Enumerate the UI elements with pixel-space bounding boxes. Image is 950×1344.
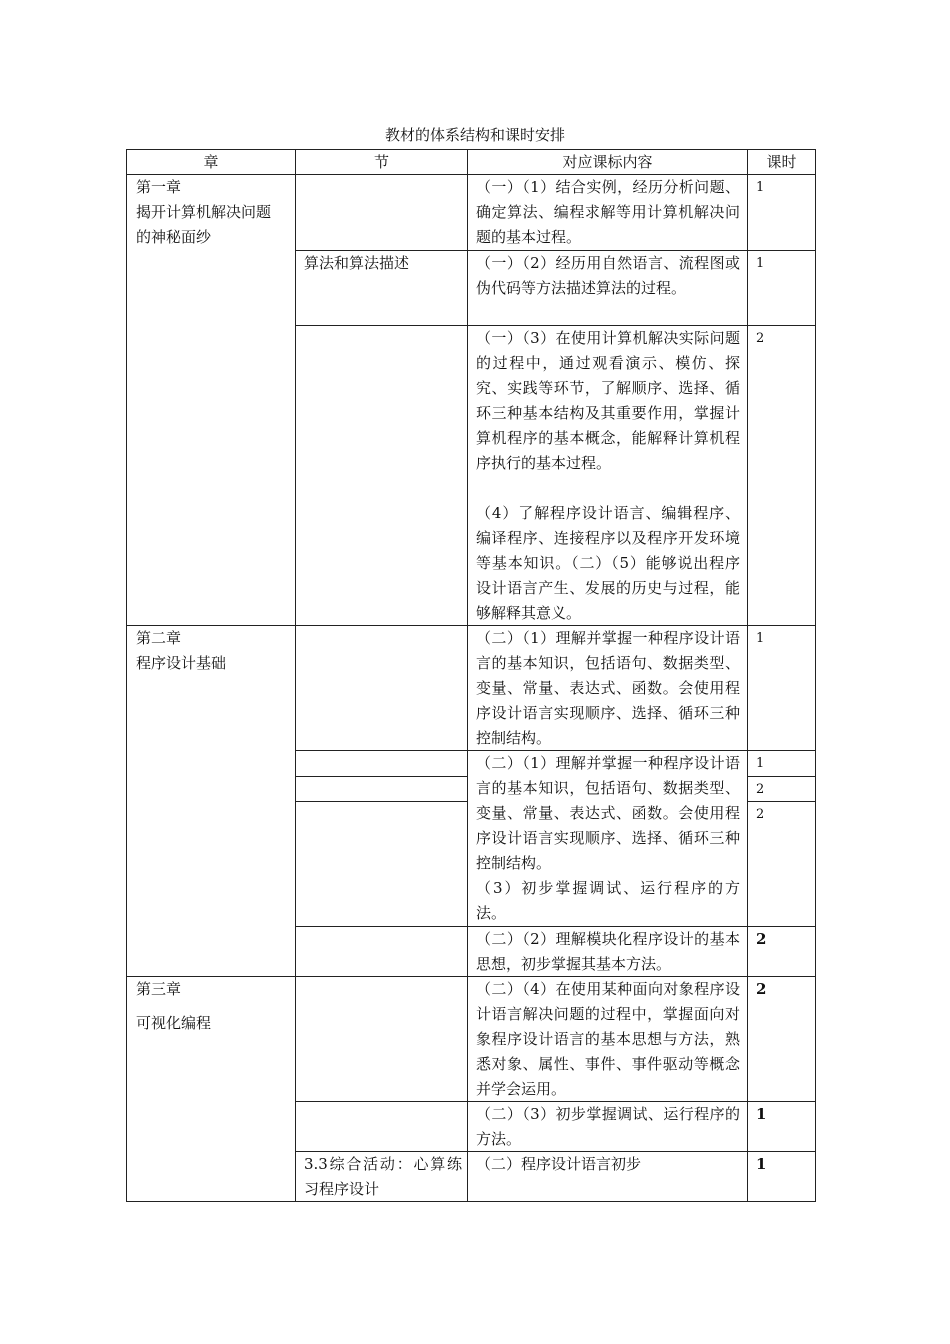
header-section: 节 <box>373 153 389 171</box>
section-algorithm: 算法和算法描述 <box>304 254 410 272</box>
content-row-3: （一）（3）在使用计算机解决实际问题的过程中，通过观看演示、模仿、探究、实践等环节，了解顺序、选择、循环三种基本结构及其重要作用，掌握计算机程序的基本概念，能解释计算机程序执行的基本过程。 <box>476 329 740 472</box>
chapter-2-label: 第二章 <box>136 629 182 647</box>
hours-row-5c: 2 <box>756 807 765 822</box>
content-row-2: （一）（2）经历用自然语言、流程图或伪代码等方法描述算法的过程。 <box>476 254 740 297</box>
chapter-3-label: 第三章 <box>136 980 182 998</box>
column-divider <box>747 149 748 1202</box>
hours-row-6: 2 <box>756 930 767 948</box>
hours-row-3: 2 <box>756 331 765 346</box>
hours-row-8: 1 <box>756 1105 767 1123</box>
hours-row-9: 1 <box>756 1155 767 1173</box>
hours-row-1: 1 <box>756 180 765 195</box>
chapter-2-title: 程序设计基础 <box>136 654 227 672</box>
row-divider <box>295 776 467 777</box>
content-row-6: （二）（2）理解模块化程序设计的基本思想，初步掌握其基本方法。 <box>476 930 740 973</box>
document-title: 教材的体系结构和课时安排 <box>384 126 565 144</box>
row-divider <box>295 801 467 802</box>
table-border-left <box>126 149 127 1202</box>
hours-row-5b: 2 <box>756 782 765 797</box>
content-row-9: （二）程序设计语言初步 <box>476 1155 642 1173</box>
content-row-1: （一）（1）结合实例，经历分析问题、确定算法、编程求解等用计算机解决问题的基本过程。 <box>476 178 740 246</box>
chapter-1-title-line1: 揭开计算机解决问题 <box>136 203 272 221</box>
content-row-8: （二）（3）初步掌握调试、运行程序的方法。 <box>476 1105 740 1148</box>
content-row-7: （二）（4）在使用某种面向对象程序设计语言解决问题的过程中，掌握面向对象程序设计语言的基本思想与方法，熟悉对象、属性、事件、事件驱动等概念并学会运用。 <box>476 980 740 1098</box>
chapter-3-title: 可视化编程 <box>136 1014 212 1032</box>
content-row-5-part2: （3）初步掌握调试、运行程序的方法。 <box>476 879 740 922</box>
hours-row-4: 1 <box>756 631 765 646</box>
table-border-right <box>815 149 816 1202</box>
content-row-5: （二）（1）理解并掌握一种程序设计语言的基本知识，包括语句、数据类型、变量、常量、表达式、函数。会使用程序设计语言实现顺序、选择、循环三种控制结构。 <box>476 754 740 872</box>
hours-row-2: 1 <box>756 256 765 271</box>
content-row-3-part2: （4）了解程序设计语言、编辑程序、编译程序、连接程序以及程序开发环境等基本知识。（二）（5）能够说出程序设计语言产生、发展的历史与过程，能够解释其意义。 <box>476 504 740 622</box>
chapter-1-title-line2: 的神秘面纱 <box>136 228 212 246</box>
table-border-bottom <box>126 1201 816 1202</box>
header-chapter: 章 <box>203 153 219 171</box>
chapter-1-label: 第一章 <box>136 178 182 196</box>
header-content: 对应课标内容 <box>562 153 653 171</box>
header-hours: 课时 <box>766 153 797 171</box>
column-divider <box>467 149 468 1202</box>
content-row-4: （二）（1）理解并掌握一种程序设计语言的基本知识，包括语句、数据类型、变量、常量、表达式、函数。会使用程序设计语言实现顺序、选择、循环三种控制结构。 <box>476 629 740 747</box>
hours-row-7: 2 <box>756 980 767 998</box>
column-divider <box>295 149 296 1202</box>
hours-row-5a: 1 <box>756 756 765 771</box>
section-3-3: 3.3综合活动：心算练习程序设计 <box>304 1155 462 1198</box>
